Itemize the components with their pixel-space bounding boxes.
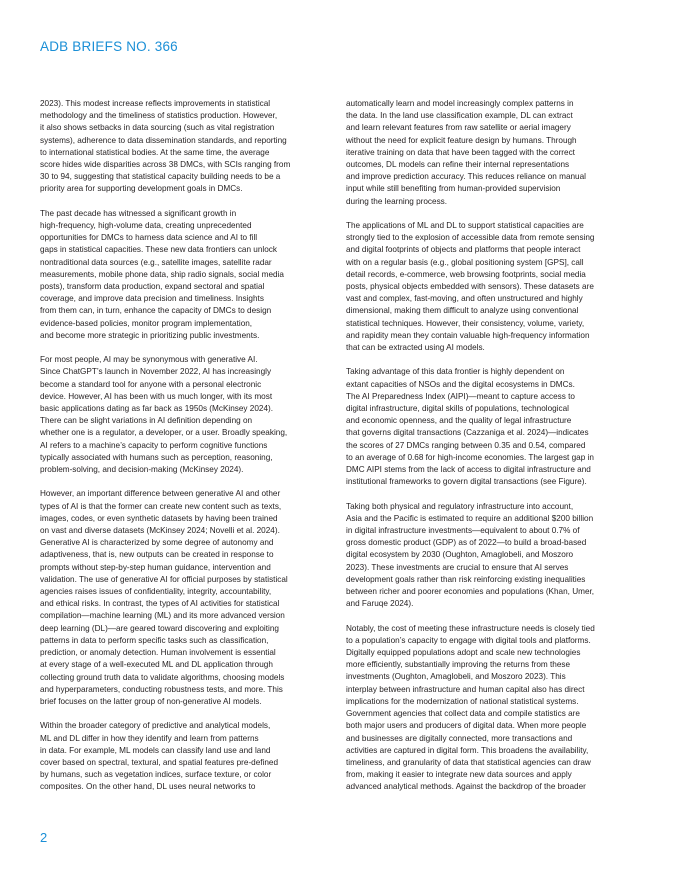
paragraph: However, an important difference between generative AI and other types of AI is that the former can create new content such as texts, images, codes, or even synthetic datasets by having been trained on vast and diverse datasets (McKinsey 2024; Novelli et al. 2024). Generative AI is characterized by some degree of autonomy and adaptiveness, that is, new outputs can be created in response to prompts without step-by-step human guidance, intervention and validation. The use of generative AI for official purposes by statistical agencies raises issues of confidentiality, integrity, accountability, and ethical risks. In contrast, the types of AI activities for statistical compilation—machine learning (ML) and its more advanced version deep learning (DL)—are geared toward discovering and exploiting patterns in data to perform specific tasks such as classification, prediction, or anomaly detection. Human involvement is essential at every stage of a well-executed ML and DL application through collecting ground truth data to validate algorithms, choosing models and hyperparameters, conducting robustness tests, and more. This brief focuses on the latter group of non-generative AI models.	[40, 489, 288, 706]
publication-header: ADB BRIEFS NO. 366	[40, 39, 178, 54]
paragraph: 2023). This modest increase reflects improvements in statistical methodology and the timeliness of statistics production. However, it also shows setbacks in data sourcing (such as vital registration systems), adherence to data dissemination standards, and reporting to international statistical bodies. At the same time, the average score hides wide disparities across 38 DMCs, with SCIs ranging from 30 to 94, suggesting that statistical capacity building needs to be a priority area for supporting development goals in DMCs.	[40, 99, 291, 194]
paragraph: Taking both physical and regulatory infrastructure into account, Asia and the Pacific is estimated to require an additional $200 billion in digital infrastructure investments—equivalent to about 0.7% of gross domestic product (GDP) as of 2022—to build a broad-based digital ecosystem by 2030 (Oughton, Amaglobeli, and Moszoro 2023). These investments are crucial to ensure that AI serves development goals rather than risk reinforcing existing inequalities between richer and poorer economies and populations (Khan, Umer, and Faruqe 2024).	[346, 501, 595, 609]
page-number: 2	[40, 830, 48, 845]
paragraph: The past decade has witnessed a significant growth in high-frequency, high-volume data, creating unprecedented opportunities for DMCs to harness data science and AI to fill gaps in statistical capacities. These new data frontiers can unlock nontraditional data sources (e.g., satellite images, satellite radar measurements, mobile phone data, ship radio signals, social media posts), transform data production, expand sectoral and spatial coverage, and improve data precision and timeliness. Insights from them can, in turn, enhance the capacity of DMCs to design evidence-based policies, monitor program implementation, and become more strategic in prioritizing public investments.	[40, 208, 284, 340]
paragraph: For most people, AI may be synonymous with generative AI. Since ChatGPT’s launch in November 2022, AI has increasingly become a standard tool for anyone with a personal electronic device. However, AI has been with us much longer, with its most basic applications dating as far back as 1950s (McKinsey 2024). There can be slight variations in AI definition depending on whether one is a regulator, a developer, or a user. Broadly speaking, AI refers to a machine’s capacity to perform cognitive functions typically associated with humans such as perception, reasoning, problem-solving, and decision-making (McKinsey 2024).	[40, 355, 288, 475]
paragraph: automatically learn and model increasingly complex patterns in the data. In the land use classification example, DL can extract and learn relevant features from raw satellite or aerial imagery without the need for explicit feature design by humans. Through iterative training on data that have been tagged with the correct outcomes, DL models can refine their internal representations and improve prediction accuracy. This reduces reliance on manual input while still benefiting from human-provided supervision during the learning process.	[346, 99, 586, 206]
right-text-column	[346, 98, 640, 806]
paragraph: Within the broader category of predictive and analytical models, ML and DL differ in how they identify and learn from patterns in data. For example, ML models can classify land use and land cover based on spectral, textural, and spatial features pre-defined by humans, such as vegetation indices, surface texture, or color composites. On the other hand, DL uses neural networks to	[40, 721, 279, 792]
left-text-column	[40, 98, 334, 806]
paragraph: Taking advantage of this data frontier is highly dependent on extant capacities of NSOs and the digital ecosystems in DMCs. The AI Preparedness Index (AIPI)—meant to capture access to digital infrastructure, digital skills of populations, technological and economic openness, and the quality of legal infrastructure that governs digital transactions (Cazzaniga et al. 2024)—indicates the scores of 27 DMCs ranging between 0.35 and 0.54, compared to an average of 0.68 for high-income economies. The largest gap in DMC AIPI stems from the lack of access to digital infrastructure and institutional frameworks to govern digital transactions (see Figure).	[346, 367, 594, 487]
paragraph: The applications of ML and DL to support statistical capacities are strongly tied to the explosion of accessible data from remote sensing and digital footprints of objects and platforms that people interact with on a regular basis (e.g., global positioning system [GPS], call detail records, e-commerce, web browsing footprints, social media posts, physical objects embedded with sensors). These datasets are vast and complex, fast-moving, and often unstructured and highly dimensional, making them difficult to analyze using conventional statistical techniques. However, their consistency, volume, variety, and rapidity mean they contain valuable high-frequency information that can be extracted using AI models.	[346, 221, 595, 353]
paragraph: Notably, the cost of meeting these infrastructure needs is closely tied to a population’s capacity to engage with digital tools and platforms. Digitally equipped populations adopt and scale new technologies more efficiently, substantially improving the returns from these investments (Oughton, Amaglobeli, and Moszoro 2023). This interplay between infrastructure and human capital also has direct implications for the modernization of national statistical systems. Government agencies that collect data and compile statistics are both major users and producers of digital data. When more people and businesses are digitally connected, more transactions and activities are captured in digital form. This broadens the availability, timeliness, and granularity of data that statistical agencies can draw from, making it easier to integrate new data sources and apply advanced analytical methods. Against the backdrop of the broader	[346, 623, 595, 792]
